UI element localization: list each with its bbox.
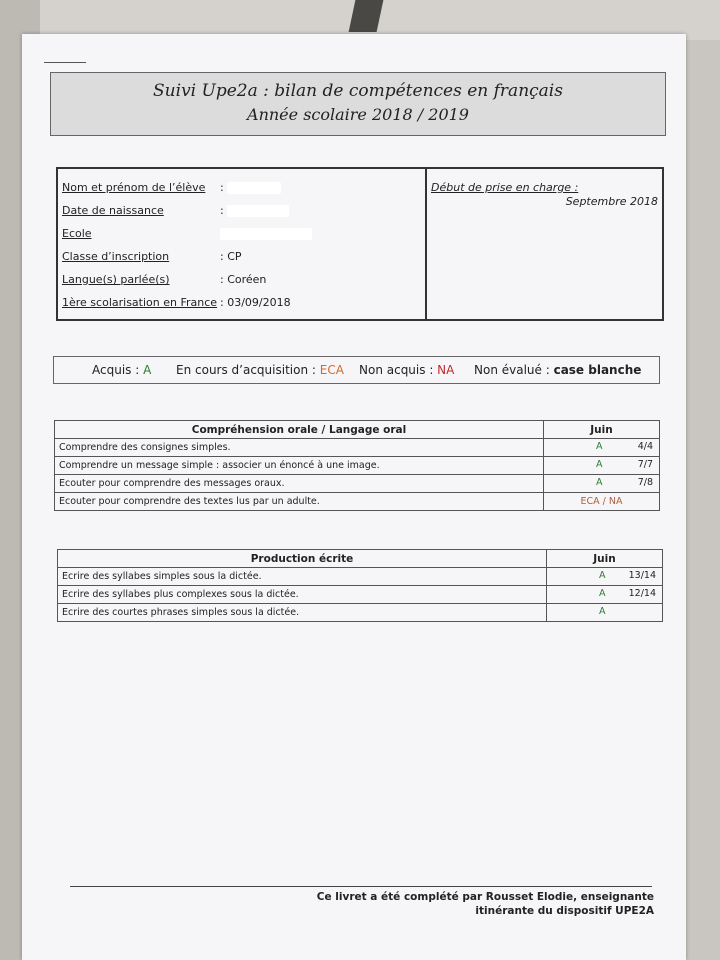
title-box <box>50 72 666 136</box>
oral-skills-table <box>54 420 660 511</box>
table-row <box>55 439 660 457</box>
info-value-class: : CP <box>220 250 242 263</box>
grade: A <box>596 477 603 488</box>
written-table-column-june: Juin <box>547 550 663 568</box>
result-cell <box>544 475 660 493</box>
redacted-block <box>220 228 312 240</box>
student-info-box <box>56 167 664 321</box>
result-cell <box>544 457 660 475</box>
start-of-support <box>427 169 662 319</box>
redacted-block <box>227 205 289 217</box>
oral-table-column-june: Juin <box>544 421 660 439</box>
info-label-school: Ecole <box>62 227 92 240</box>
table-header-row <box>58 550 663 568</box>
legend-not-evaluated: Non évalué : case blanche <box>474 363 642 377</box>
table-header-row <box>55 421 660 439</box>
skill-cell: Comprendre un message simple : associer un énoncé à une image. <box>55 457 544 475</box>
footer-credit <box>317 890 654 918</box>
start-value: Septembre 2018 <box>565 195 658 208</box>
grading-legend <box>53 356 660 384</box>
corner-mark <box>44 62 86 63</box>
skill-cell: Ecrire des courtes phrases simples sous la dictée. <box>58 604 547 622</box>
legend-acquired: Acquis : A <box>92 363 152 377</box>
result-cell <box>547 604 663 622</box>
result-cell <box>547 586 663 604</box>
skill-cell: Ecouter pour comprendre des textes lus par un adulte. <box>55 493 544 511</box>
info-value-first-schooling: : 03/09/2018 <box>220 296 291 309</box>
written-table-header: Production écrite <box>58 550 547 568</box>
oral-table-header: Compréhension orale / Langage oral <box>55 421 544 439</box>
info-label-languages: Langue(s) parlée(s) <box>62 273 170 286</box>
score: 12/14 <box>628 588 656 599</box>
info-value-name: : <box>220 181 281 194</box>
grade: A <box>596 441 603 452</box>
score: 4/4 <box>637 441 653 452</box>
table-row <box>58 568 663 586</box>
skill-cell: Comprendre des consignes simples. <box>55 439 544 457</box>
skill-cell: Ecrire des syllabes simples sous la dictée. <box>58 568 547 586</box>
grade: A <box>599 588 606 599</box>
school-year: Année scolaire 2018 / 2019 <box>247 105 469 124</box>
info-value-school <box>220 227 312 240</box>
table-row <box>55 475 660 493</box>
grade: A <box>599 570 606 581</box>
info-label-first-schooling: 1ère scolarisation en France <box>62 296 218 309</box>
footer-line-2: itinérante du dispositif UPE2A <box>475 905 654 917</box>
table-row <box>58 604 663 622</box>
table-row <box>55 493 660 511</box>
score: 13/14 <box>628 570 656 581</box>
legend-not-acquired: Non acquis : NA <box>359 363 455 377</box>
result-cell <box>544 439 660 457</box>
score: 7/7 <box>637 459 653 470</box>
info-label-class: Classe d’inscription <box>62 250 170 263</box>
result-cell <box>547 568 663 586</box>
student-info-left <box>58 169 427 319</box>
score: 7/8 <box>637 477 653 488</box>
redacted-block <box>227 182 281 194</box>
info-value-languages: : Coréen <box>220 273 267 286</box>
grade: ECA / NA <box>580 496 623 507</box>
grade: A <box>596 459 603 470</box>
info-label-birthdate: Date de naissance <box>62 204 164 217</box>
table-row <box>55 457 660 475</box>
skill-cell: Ecrire des syllabes plus complexes sous la dictée. <box>58 586 547 604</box>
skill-cell: Ecouter pour comprendre des messages oraux. <box>55 475 544 493</box>
info-value-birthdate: : <box>220 204 289 217</box>
document-title: Suivi Upe2a : bilan de compétences en français <box>153 81 563 101</box>
info-label-name: Nom et prénom de l’élève <box>62 181 206 194</box>
footer-line-1: Ce livret a été complété par Rousset Elodie, enseignante <box>316 891 654 903</box>
written-skills-table <box>57 549 663 622</box>
legend-in-progress: En cours d’acquisition : ECA <box>176 363 344 377</box>
document-page <box>22 34 686 960</box>
table-row <box>58 586 663 604</box>
start-label: Début de prise en charge : <box>431 181 579 194</box>
footer-divider <box>70 886 652 887</box>
result-cell <box>544 493 660 511</box>
grade: A <box>599 606 606 617</box>
